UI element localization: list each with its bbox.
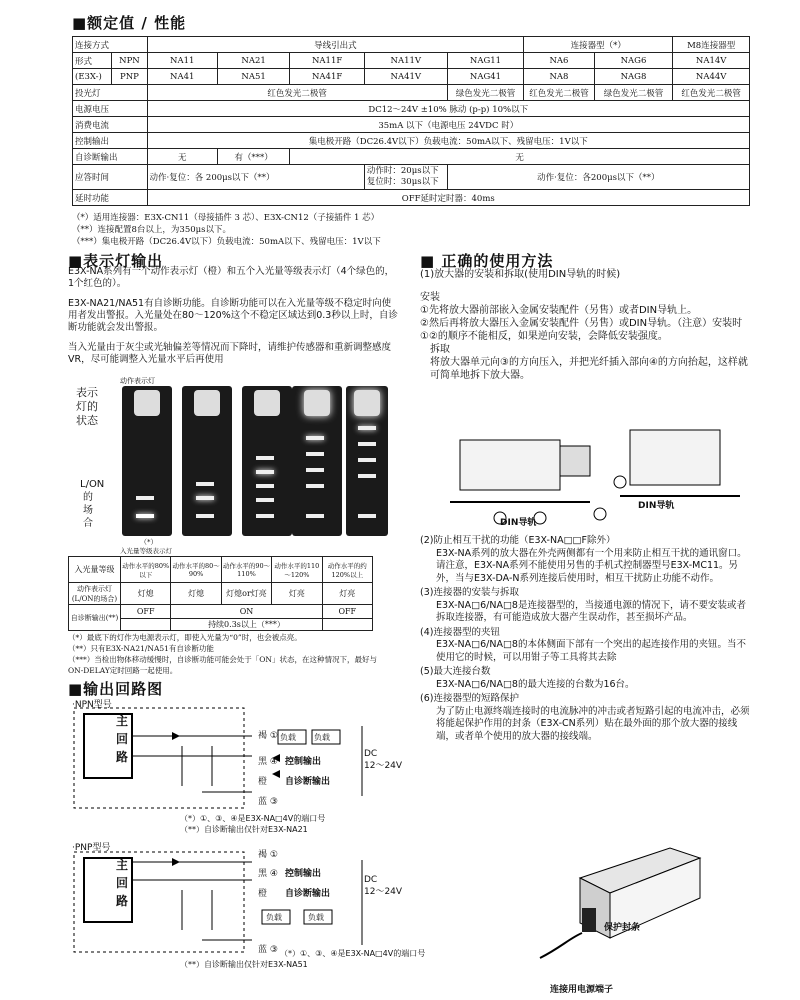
note: （*）①、③、④是E3X-NA□4V的端口号 [180, 814, 326, 823]
circuit-title: ■输出回路图 [68, 680, 164, 698]
lamp-cell: 灯熄 [121, 583, 171, 605]
model-cell: NA11F [290, 53, 365, 69]
lamp-cell: 灯亮 [322, 583, 372, 605]
note: （*）①、③、④是E3X-NA□4V的端口号 [280, 949, 426, 958]
delay-label: 延时功能 [73, 190, 148, 206]
level-led-icon [306, 468, 324, 472]
blue-label: 蓝 ③ [258, 797, 278, 807]
brown-label: 褐 ① [258, 850, 278, 860]
step-4-icon [614, 476, 626, 488]
diag-out-label: 自诊断输出 [285, 889, 331, 899]
resp-c: 动作·复位：各200μs以下（**） [447, 165, 749, 190]
usage-s5-text: E3X-NA□6/NA□8的最大连接的台数为16台。 [436, 678, 635, 690]
led-side-text-2: L/ON的场合 [80, 479, 105, 529]
indicator-panel-1 [122, 386, 172, 536]
light-red: 红色发光二极管 [524, 85, 594, 101]
level-led-icon [306, 452, 324, 456]
resp-a: 动作·复位：各 200μs以下（**） [147, 165, 364, 190]
install-heading: 安装 [420, 292, 440, 303]
usage-section-1 [420, 268, 750, 382]
level-cell: 动作水平的80～90% [171, 557, 221, 583]
diode-icon [172, 858, 180, 866]
main-char: 回 [116, 876, 129, 890]
remove-heading: 拆取 [430, 344, 450, 355]
din-rail-illustration [440, 410, 750, 535]
protective-seal [582, 908, 596, 932]
load-label: 负载 [280, 733, 296, 742]
resp-label: 应答时间 [73, 165, 148, 190]
lamp-cell: 灯熄or灯亮 [221, 583, 271, 605]
led-desc [68, 266, 398, 366]
usage-title: ■ 正确的使用方法 [420, 252, 554, 270]
diag-cell: OFF [121, 605, 171, 619]
step-3-icon [594, 508, 606, 520]
model-cell: NA11 [147, 53, 217, 69]
note: （**）只有E3X-NA21/NA51有自诊断功能 [68, 644, 214, 653]
usage-s2: (2)防止相互干扰的功能（E3X-NA□□F除外） [420, 535, 616, 546]
diag-cell: ON [171, 605, 322, 619]
led-p1: E3X-NA系列有一个动作表示灯（橙）和五个入光量等级表示灯（4个绿色的，1个红色的）。 [68, 266, 395, 289]
voltage-label: 电源电压 [73, 101, 148, 117]
led-notes [68, 632, 378, 676]
resp-b1: 动作时：20μs以下 [366, 166, 439, 176]
model-cell: NA41F [290, 69, 365, 85]
note: （***）当检出物体移动缓慢时，自诊断功能可能会处于「ON」状态，在这种情况下，最好与ON-DELAY定时回路一起使用。 [68, 655, 377, 675]
action-lamp-icon [354, 390, 380, 416]
action-lamp-icon [254, 390, 280, 416]
row-label: 自诊断输出(**) [69, 605, 121, 631]
note: （*）最底下的灯作为电源表示灯，即使入光量为“0”时，也会被点亮。 [68, 633, 302, 642]
form-label: 形式 [73, 53, 112, 69]
npn-notes [180, 813, 325, 835]
diag-cell: OFF [322, 605, 372, 619]
arrow-icon [272, 770, 280, 778]
load-label: 负载 [308, 913, 324, 922]
diag-none: 无 [147, 149, 217, 165]
ctrl-out-label: 控制输出 [285, 757, 322, 767]
power-led-icon [196, 514, 214, 518]
model-cell: NA11V [364, 53, 447, 69]
light-green: 绿色发光二极管 [594, 85, 673, 101]
cable [540, 933, 582, 958]
usage-s1: (1)放大器的安装和拆取(使用DIN导轨的时候) [420, 269, 621, 280]
dc-voltage: 12～24V [364, 761, 403, 771]
level-led-icon [358, 442, 376, 446]
usage-s3: (3)连接器的安装与拆取 [420, 587, 519, 598]
diag-label: 自诊断输出 [73, 149, 148, 165]
pnp-label: ·PNP型号 [72, 843, 111, 853]
rated-title: ■额定值 / 性能 [72, 14, 187, 32]
current-label: 消费电流 [73, 117, 148, 133]
control-label: 控制输出 [73, 133, 148, 149]
usage-section-2-6 [420, 535, 750, 743]
usage-s4: (4)连接器型的夹钮 [420, 626, 500, 638]
fiber-port [560, 446, 590, 476]
terminal-label: 连接用电源端子 [550, 985, 614, 995]
main-char: 主 [116, 858, 129, 872]
level-cell: 动作水平的90～110% [221, 557, 271, 583]
remove-step: 将放大器单元向③的方向压入，并把光纤插入部向④的方向抬起，这样就可简单地拆下放大器。 [430, 357, 748, 381]
light-green: 绿色发光二极管 [447, 85, 524, 101]
pnp-label: PNP [112, 69, 147, 85]
level-cell: 动作水平的约120%以上 [322, 557, 372, 583]
row-label: 入光量等级 [69, 557, 121, 583]
blue-label: 蓝 ③ [258, 945, 278, 955]
usage-s2-text: E3X-NA系列的放大器在外壳两侧都有一个用来防止相互干扰的通讯窗口。请注意，E3X-NA系列不能使用另售的手机式控制器型号E3X-MC11。另外，当与E3X-DA-N系列连接后使用时，相互干扰防止功能不动作。 [436, 547, 747, 584]
led-title: ■表示灯输出 [68, 252, 164, 270]
action-lamp-icon [194, 390, 220, 416]
main-char: 路 [116, 894, 129, 908]
note: （**）连接配置8台以上，为350μs以下。 [72, 225, 232, 235]
level-led-icon [136, 496, 154, 500]
seal-label: 保护封条 [604, 923, 641, 933]
lamp-cell: 灯亮 [272, 583, 322, 605]
npn-label: ·NPN型号 [72, 700, 112, 710]
diag-yes: 有（***） [217, 149, 289, 165]
level-led-icon [358, 474, 376, 478]
brown-label: 褐 ① [258, 731, 278, 741]
current-value: 35mA 以下（电源电压 24VDC 时） [147, 117, 749, 133]
note: （***）集电极开路（DC26.4V以下）负载电流：50mA以下、残留电压：1V以下 [72, 237, 381, 247]
light-red: 红色发光二极管 [147, 85, 447, 101]
orange-label: 橙 [258, 777, 268, 787]
model-cell: NA41 [147, 69, 217, 85]
level-led-icon [196, 496, 214, 500]
led-table [68, 556, 373, 631]
led-p2: E3X-NA21/NA51有自诊断功能。自诊断功能可以在入光量等级不稳定时向使用者发出警报。入光量处在80～120%这个不稳定区域达到0.3秒以上时，自诊断功能就会发出警报。 [68, 298, 398, 333]
row-label: 动作表示灯(L/ON的场合) [69, 583, 121, 605]
dc-label: DC [364, 749, 378, 759]
level-led-icon [256, 470, 274, 474]
dc-label: DC [364, 875, 378, 885]
light-red: 红色发光二极管 [673, 85, 750, 101]
model-cell: NA6 [524, 53, 594, 69]
model-cell: NAG11 [447, 53, 524, 69]
rated-table [72, 36, 750, 206]
model-cell: NA51 [217, 69, 289, 85]
indicator-panel-5 [346, 386, 388, 536]
orange-label: 橙 [258, 889, 268, 899]
rated-notes [72, 212, 492, 248]
diag-out-label: 自诊断输出 [285, 777, 331, 787]
din-label-right: DIN导轨 [638, 501, 675, 511]
led-side-label [76, 386, 98, 428]
level-cell: 动作水平的110～120% [272, 557, 322, 583]
usage-s6-text: 为了防止电源终端连接时的电流脉冲的冲击或者短路引起的电流冲击，必须将能起保护作用的封条（E3X-CN系列）贴在最外面的那个放大器的接线端，或者单个使用的放大器的接线端。 [436, 705, 750, 742]
conn-label: 连接方式 [73, 37, 148, 53]
power-led-icon [358, 514, 376, 518]
star-note: （*） [140, 538, 158, 546]
level-led-icon [256, 456, 274, 460]
led-side-label-2 [80, 478, 105, 530]
level-cell: 动作水平的80%以下 [121, 557, 171, 583]
diag-sub: 持续0.3s以上（***） [171, 619, 322, 631]
npn-label: NPN [112, 53, 147, 69]
sensor-boundary [74, 852, 244, 952]
sensor-boundary [74, 708, 244, 808]
din-label-left: DIN导轨 [500, 518, 537, 528]
load-label: 负载 [314, 733, 330, 742]
led-side-text: 表示灯的状态 [76, 386, 98, 427]
level-led-icon [256, 498, 274, 502]
power-led-icon [256, 514, 274, 518]
diode-icon [172, 732, 180, 740]
usage-s5: (5)最大连接台数 [420, 666, 491, 677]
model-cell: NA14V [673, 53, 750, 69]
main-circuit-label [116, 712, 128, 766]
power-led-icon [306, 514, 324, 518]
usage-s4-text: E3X-NA□6/NA□8的本体侧面下部有一个突出的起连接作用的夹钮。当不使用它的时候，可以用钳子等工具将其去除 [436, 639, 746, 663]
note: （*）适用连接器：E3X-CN11（母接插件 3 芯）、E3X-CN12（子接插件 1 芯） [72, 213, 380, 223]
m8-header: M8连接器型 [673, 37, 750, 53]
indicator-panel-4 [292, 386, 342, 536]
level-led-icon [358, 426, 376, 430]
level-note: 入光量等级表示灯 [120, 547, 172, 555]
model-cell: NA21 [217, 53, 289, 69]
main-char: 路 [116, 750, 129, 764]
ctrl-out-label: 控制输出 [285, 869, 322, 879]
action-lamp-icon [134, 390, 160, 416]
usage-s6: (6)连接器型的短路保护 [420, 693, 519, 704]
level-led-icon [358, 458, 376, 462]
e3x-label: (E3X-) [73, 69, 112, 85]
diag-none-2: 无 [290, 149, 750, 165]
action-lamp-label: 动作表示灯 [120, 377, 155, 385]
main-char: 主 [116, 714, 129, 728]
main-char: 回 [116, 732, 129, 746]
install-step-1: ①先将放大器前部嵌入金属安装配件（另售）或者DIN导轨上。 [420, 305, 698, 316]
model-cell: NA8 [524, 69, 594, 85]
resp-b [364, 165, 447, 190]
black-label: 黑 ④ [258, 757, 278, 767]
load-label: 负载 [266, 913, 282, 922]
dc-voltage: 12～24V [364, 887, 403, 897]
main-circuit-label [116, 856, 128, 910]
level-led-icon [196, 482, 214, 486]
note: （**）自诊断输出仅针对E3X-NA51 [180, 960, 308, 969]
indicator-panel-2 [182, 386, 232, 536]
amplifier-right [630, 430, 720, 485]
level-led-icon [306, 436, 324, 440]
model-cell: NAG41 [447, 69, 524, 85]
note: （**）自诊断输出仅针对E3X-NA21 [180, 825, 308, 834]
lamp-cell: 灯熄 [171, 583, 221, 605]
level-led-icon [306, 484, 324, 488]
install-step-2: ②然后再将放大器压入金属安装配件（另售）或DIN导轨。（注意）安装时①②的顺序不能相反，如果逆向安装，会降低安装强度。 [420, 318, 743, 342]
amplifier-left [460, 440, 560, 490]
pnp-notes [180, 948, 425, 970]
model-cell: NAG8 [594, 69, 673, 85]
led-p3: 当入光量由于灰尘或光轴偏差等情况而下降时，请维护传感器和重新调整感度VR，尽可能调整入光量水平后再使用 [68, 342, 392, 365]
action-lamp-icon [304, 390, 330, 416]
connector-illustration [520, 838, 710, 968]
usage-s3-text: E3X-NA□6/NA□8是连接器型的，当接通电源的情况下，请不要安装或者拆取连接器，有可能造成放大器产生误动作，甚至损坏产品。 [436, 599, 746, 623]
black-label: 黑 ④ [258, 869, 278, 879]
model-cell: NAG6 [594, 53, 673, 69]
level-led-icon [256, 484, 274, 488]
control-value: 集电极开路（DC26.4V以下）负载电流：50mA以下、残留电压：1V以下 [147, 133, 749, 149]
indicator-panel-3 [242, 386, 292, 536]
delay-value: OFF延时定时器：40ms [147, 190, 749, 206]
voltage-value: DC12～24V ±10% 脉动 (p-p) 10%以下 [147, 101, 749, 117]
resp-b2: 复位时：30μs以下 [366, 177, 439, 187]
model-cell: NA44V [673, 69, 750, 85]
model-cell: NA41V [364, 69, 447, 85]
conn-type-header: 连接器型（*） [524, 37, 673, 53]
light-label: 投光灯 [73, 85, 148, 101]
wire-header: 导线引出式 [147, 37, 524, 53]
power-led-icon [136, 514, 154, 518]
